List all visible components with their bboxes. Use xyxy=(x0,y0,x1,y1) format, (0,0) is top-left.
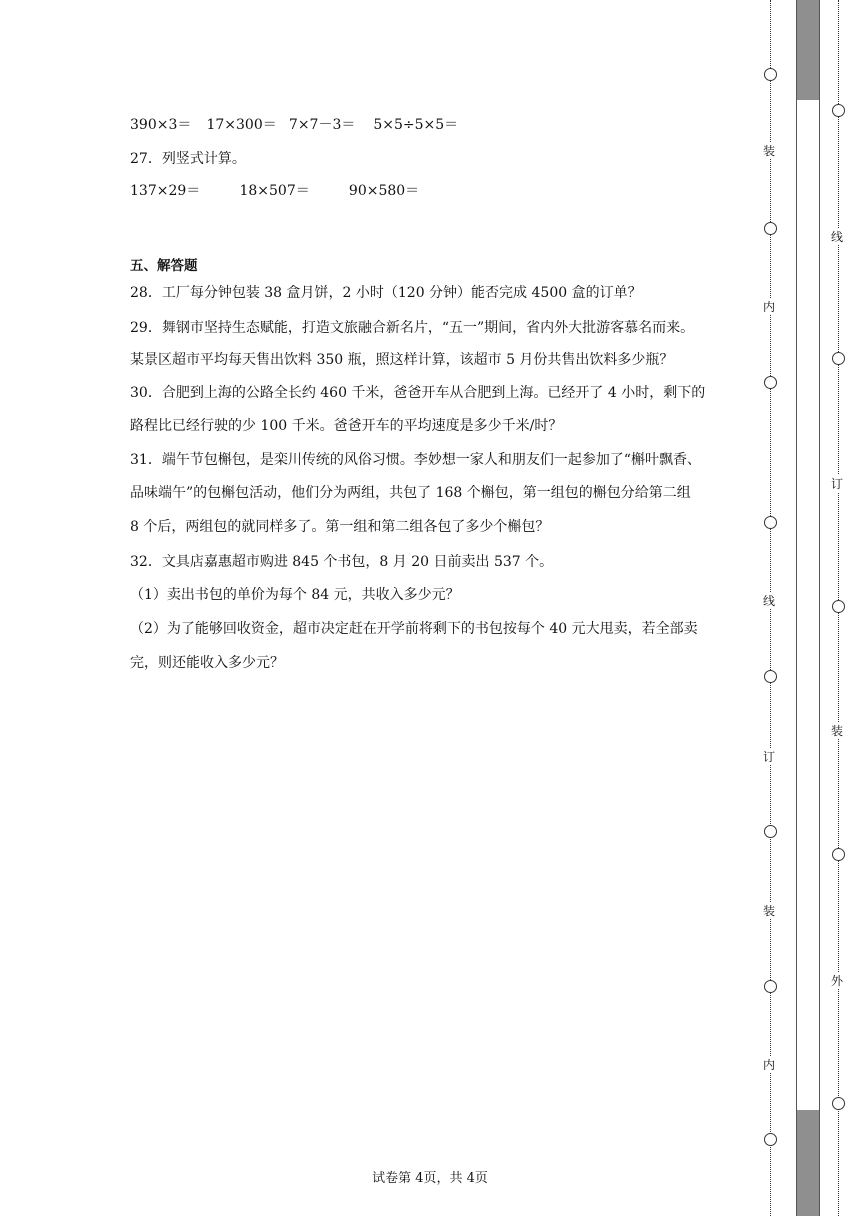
calc-item: 7×7－3＝ xyxy=(288,117,356,133)
calc-row-2 xyxy=(130,180,419,200)
question-29-line-1: 29．舞钢市坚持生态赋能，打造文旅融合新名片，“五一”期间，省内外大批游客慕名而来。 xyxy=(130,320,695,336)
circle-mark xyxy=(832,104,845,117)
band-bottom-shade xyxy=(797,1110,819,1216)
question-32-part-2-line-1: （2）为了能够回收资金，超市决定赶在开学前将剩下的书包按每个 40 元大甩卖，若全部卖 xyxy=(130,621,698,637)
binding-line-outer xyxy=(828,0,850,1216)
question-31-line-1: 31．端午节包槲包，是栾川传统的风俗习惯。李妙想一家人和朋友们一起参加了“槲叶飘香、 xyxy=(130,452,701,468)
circle-mark xyxy=(832,848,845,861)
calc-item: 18×507＝ xyxy=(239,183,310,199)
calc-item: 90×580＝ xyxy=(348,183,420,199)
binding-char: 外 xyxy=(831,974,844,988)
binding-char: 线 xyxy=(831,230,844,244)
calc-item: 137×29＝ xyxy=(130,183,201,199)
binding-char: 内 xyxy=(763,300,776,314)
question-31-line-3: 8 个后，两组包的就同样多了。第一组和第二组各包了多少个槲包？ xyxy=(130,519,550,535)
circle-mark xyxy=(764,376,777,389)
question-30-line-2: 路程比已经行驶的少 100 千米。爸爸开车的平均速度是多少千米/时？ xyxy=(130,418,563,434)
binding-char: 线 xyxy=(763,594,776,608)
circle-mark xyxy=(764,222,777,235)
binding-char: 装 xyxy=(763,904,776,918)
calc-item: 17×300＝ xyxy=(206,117,277,133)
circle-mark xyxy=(832,352,845,365)
circle-mark xyxy=(764,68,777,81)
question-32: 32．文具店嘉惠超市购进 845 个书包，8 月 20 日前卖出 537 个。 xyxy=(130,554,554,570)
binding-char: 装 xyxy=(763,144,776,158)
calc-item: 390×3＝ xyxy=(130,117,192,133)
circle-mark xyxy=(764,516,777,529)
circle-mark xyxy=(764,980,777,993)
question-30-line-1: 30．合肥到上海的公路全长约 460 千米，爸爸开车从合肥到上海。已经开了 4 小时，剩下的 xyxy=(130,385,706,401)
question-28: 28．工厂每分钟包装 38 盒月饼，2 小时（120 分钟）能否完成 4500 盒的订单？ xyxy=(130,285,642,301)
question-31-line-2: 品味端午”的包槲包活动，他们分为两组，共包了 168 个槲包，第一组包的槲包分给第二组 xyxy=(130,485,691,501)
band-top-shade xyxy=(797,0,819,100)
question-29-line-2: 某景区超市平均每天售出饮料 350 瓶，照这样计算，该超市 5 月份共售出饮料多少瓶？ xyxy=(130,352,674,368)
circle-mark xyxy=(832,1097,845,1110)
circle-mark xyxy=(764,825,777,838)
section-title: 五、解答题 xyxy=(130,258,198,274)
calc-item: 5×5÷5×5＝ xyxy=(373,117,459,133)
page-footer: 试卷第 4页，共 4页 xyxy=(372,1171,488,1186)
binding-char: 订 xyxy=(831,477,844,491)
binding-char: 订 xyxy=(763,750,776,764)
binding-char: 内 xyxy=(763,1058,776,1072)
question-32-part-1: （1）卖出书包的单价为每个 84 元，共收入多少元？ xyxy=(130,587,460,603)
binding-char: 装 xyxy=(831,724,844,738)
circle-mark xyxy=(764,670,777,683)
circle-mark xyxy=(764,1133,777,1146)
calc-row-1 xyxy=(130,114,458,134)
binding-line-inner xyxy=(760,0,782,1216)
binding-band xyxy=(796,0,820,1216)
question-32-part-2-line-2: 完，则还能收入多少元？ xyxy=(130,655,284,671)
question-27: 27．列竖式计算。 xyxy=(130,151,246,167)
circle-mark xyxy=(832,600,845,613)
